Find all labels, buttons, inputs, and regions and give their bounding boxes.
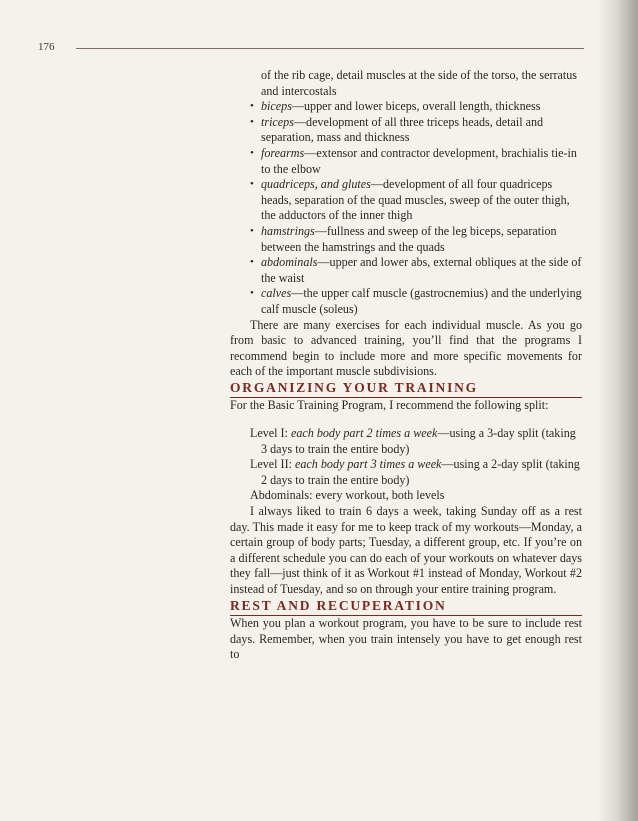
list-item <box>230 99 582 115</box>
bullet-icon: • <box>250 178 254 191</box>
level-description: —using a 2-day split (taking 2 days to train the entire body) <box>261 457 580 487</box>
muscle-description: —development of all four quadriceps heads, separation of the quad muscles, sweep of the outer thigh, the adductors of the inner thigh <box>261 177 570 223</box>
bullet-icon: • <box>250 224 254 237</box>
muscle-name: quadriceps, and glutes <box>261 177 371 192</box>
list-item <box>230 177 582 224</box>
level-label: Level I: <box>250 426 291 441</box>
bullet-icon: • <box>250 115 254 128</box>
level-description: —using a 3-day split (taking 3 days to train the entire body) <box>261 426 576 456</box>
training-levels <box>230 426 582 504</box>
abdominals-note: Abdominals: every workout, both levels <box>250 488 445 503</box>
bullet-icon: • <box>250 100 254 113</box>
split-intro-paragraph: For the Basic Training Program, I recommend the following split: <box>230 398 549 413</box>
rest-intro-paragraph: When you plan a workout program, you have to be sure to include rest days. Remember, when you train intensely you have to get enough rest to <box>230 616 582 662</box>
muscle-list <box>230 99 582 317</box>
bullet-icon: • <box>250 146 254 159</box>
page-body <box>230 68 582 663</box>
exercises-paragraph: There are many exercises for each individual muscle. As you go from basic to advanced training, you’ll find that the programs I recommend begin to include more and more specific movements for each of the important muscle subdivisions. <box>230 317 582 379</box>
page-number: 176 <box>38 41 55 53</box>
list-item <box>230 146 582 177</box>
muscle-description: —fullness and sweep of the leg biceps, separation between the hamstrings and the quads <box>261 223 557 254</box>
muscle-description: —upper and lower biceps, overall length, thickness <box>291 99 541 114</box>
bullet-icon: • <box>250 256 254 269</box>
level-two <box>250 457 582 488</box>
muscle-name: triceps <box>261 114 294 129</box>
muscle-name: calves <box>261 286 292 301</box>
muscle-name: forearms <box>261 145 305 160</box>
list-item <box>230 286 582 317</box>
section-heading-organizing: ORGANIZING YOUR TRAINING <box>230 380 582 399</box>
muscle-description: —upper and lower abs, external obliques at the side of the waist <box>261 255 582 285</box>
muscle-name: hamstrings <box>261 223 315 238</box>
muscle-description: —the upper calf muscle (gastrocnemius) and the underlying calf muscle (soleus) <box>261 286 582 316</box>
muscle-name: biceps <box>261 99 292 114</box>
training-days-paragraph: I always liked to train 6 days a week, taking Sunday off as a rest day. This made it easy for me to keep track of my workouts—Monday, a certain group of body parts; Tuesday, a different group, etc. If you’re on a different schedule you can do each of your workouts on whatever days they fall—just think of it as Workout #1 instead of Monday, Workout #2 instead of Tuesday, and so on through your entire training program. <box>230 504 582 596</box>
muscle-description: —extensor and contractor development, brachialis tie-in to the elbow <box>261 145 577 176</box>
level-label: Level II: <box>250 457 295 472</box>
level-frequency: each body part 3 times a week <box>295 457 442 472</box>
binding-shadow <box>598 0 638 821</box>
level-frequency: each body part 2 times a week <box>290 426 438 441</box>
section-heading-rest: REST AND RECUPERATION <box>230 598 582 617</box>
bullet-icon: • <box>250 287 254 300</box>
header-rule <box>76 48 584 49</box>
muscle-name: abdominals <box>261 255 318 270</box>
level-one <box>250 426 582 457</box>
list-continuation-text: of the rib cage, detail muscles at the side of the torso, the serratus and intercostals <box>261 68 578 98</box>
list-item <box>230 115 582 146</box>
list-item <box>230 224 582 255</box>
muscle-description: —development of all three triceps heads, detail and separation, mass and thickness <box>261 114 544 145</box>
list-item <box>230 255 582 286</box>
